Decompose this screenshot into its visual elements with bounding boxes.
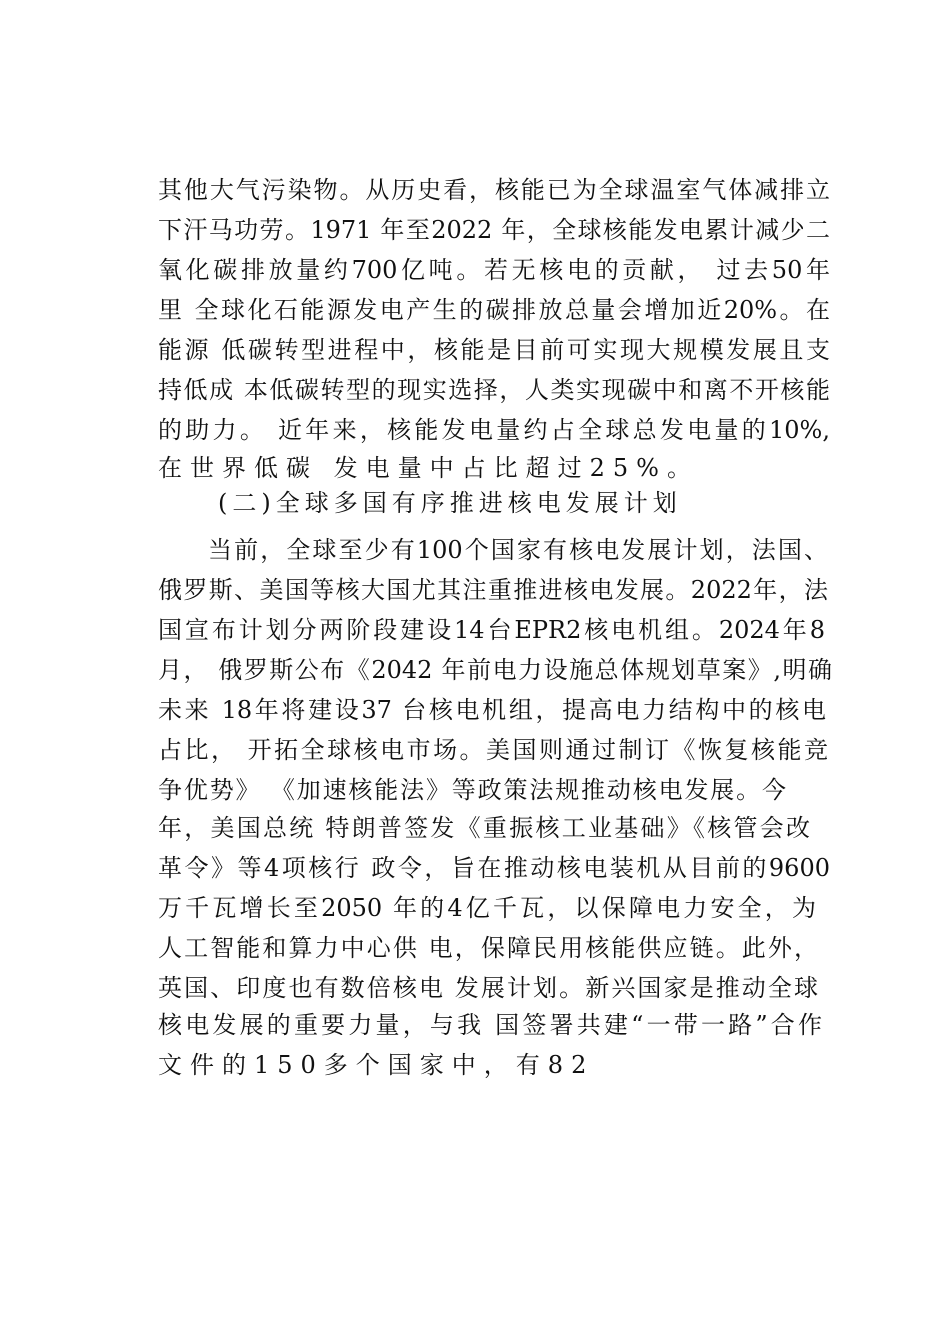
paragraph-line: 文件的150多个国家中，有82	[158, 1051, 595, 1079]
paragraph-line: 英国、印度也有数倍核电 发展计划。新兴国家是推动全球	[158, 974, 818, 1002]
paragraph-line: 万千瓦增长至2050 年的4亿千瓦，以保障电力安全，为	[158, 894, 816, 922]
paragraph-line: 持低成 本低碳转型的现实选择，人类实现碳中和离不开核能	[158, 376, 830, 404]
paragraph-line: 的助力。 近年来，核能发电量约占全球总发电量的10%,	[158, 416, 830, 444]
paragraph-line: 氧化碳排放量约700亿吨。若无核电的贡献， 过去50年	[158, 256, 830, 284]
paragraph-line: 其他大气污染物。从历史看，核能已为全球温室气体减排立	[158, 176, 830, 204]
paragraph-line: 年，美国总统 特朗普签发《重振核工业基础》《核管会改	[158, 814, 810, 842]
paragraph-line: 占比， 开拓全球核电市场。美国则通过制订《恢复核能竞	[158, 736, 828, 764]
paragraph-line: 核电发展的重要力量，与我 国签署共建“一带一路”合作	[158, 1011, 822, 1039]
paragraph-line: 革令》等4项核行 政令，旨在推动核电装机从目前的9600	[158, 854, 830, 882]
paragraph-line: 国宣布计划分两阶段建设14台EPR2核电机组。2024年8	[158, 616, 825, 644]
paragraph-line: 俄罗斯、美国等核大国尤其注重推进核电发展。2022年，法	[158, 576, 828, 604]
paragraph-line: 在世界低碳 发电量中占比超过25%。	[158, 454, 699, 482]
paragraph-line: 能源 低碳转型进程中，核能是目前可实现大规模发展且支	[158, 336, 830, 364]
paragraph-line: 月， 俄罗斯公布《2042 年前电力设施总体规划草案》,明确	[158, 656, 832, 684]
paragraph-line: 未来 18年将建设37 台核电机组，提高电力结构中的核电	[158, 696, 826, 724]
paragraph-line: 争优势》 《加速核能法》等政策法规推动核电发展。今	[158, 776, 786, 804]
paragraph-line: 里 全球化石能源发电产生的碳排放总量会增加近20%。在	[158, 296, 830, 324]
section-heading: (二)全球多国有序推进核电发展计划	[218, 489, 682, 517]
paragraph-line: 当前，全球至少有100个国家有核电发展计划，法国、	[208, 536, 828, 564]
paragraph-line: 人工智能和算力中心供 电，保障民用核能供应链。此外，	[158, 934, 818, 962]
paragraph-line: 下汗马功劳。1971 年至2022 年，全球核能发电累计减少二	[158, 216, 830, 244]
